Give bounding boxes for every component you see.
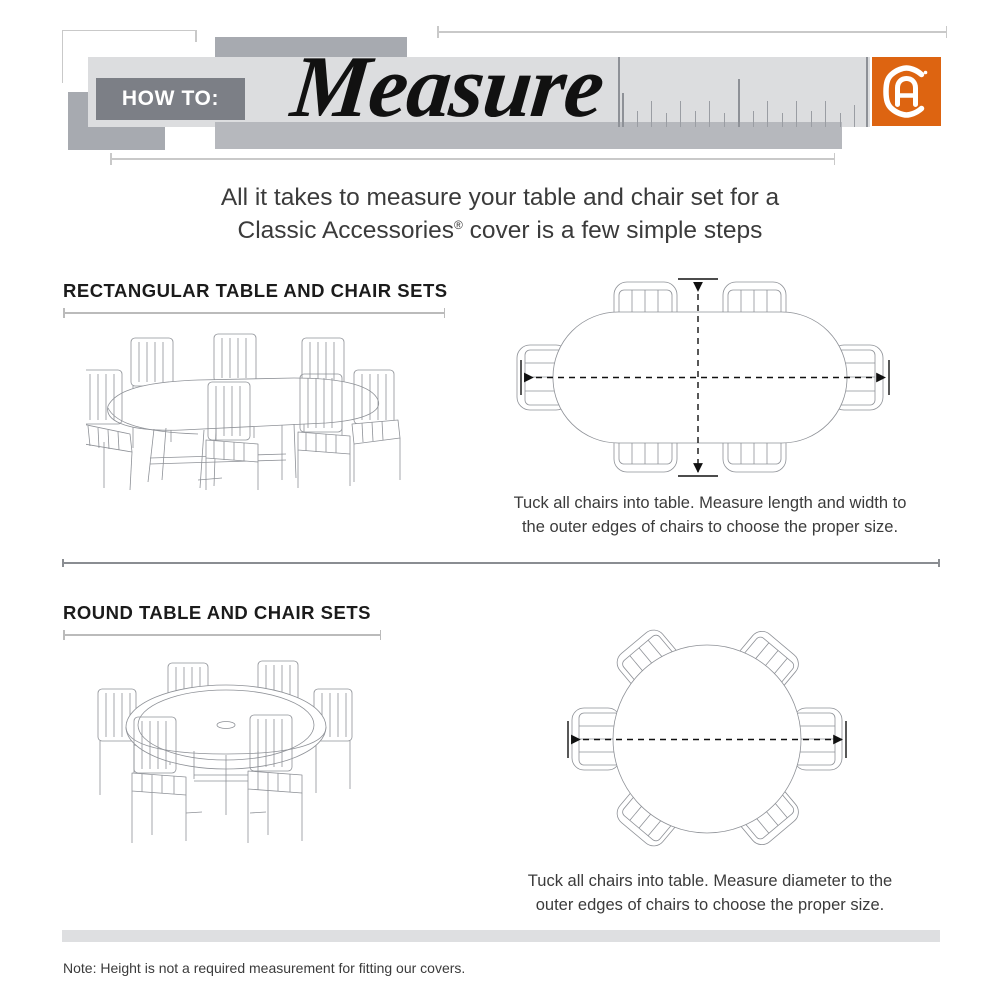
caption-rectangular xyxy=(475,492,945,540)
section-divider xyxy=(62,562,940,564)
round-set-perspective-illustration xyxy=(90,655,360,845)
caption-rectangular-line-2: the outer edges of chairs to choose the proper size. xyxy=(521,517,899,536)
how-to-badge xyxy=(96,78,245,120)
caption-rectangular-line-1: Tuck all chairs into table. Measure length and width to xyxy=(513,494,907,512)
ruler-ticks xyxy=(618,57,870,127)
caption-round-line-1: Tuck all chairs into table. Measure diameter to the xyxy=(527,872,893,890)
header-banner xyxy=(0,0,1000,175)
caption-round xyxy=(475,870,945,918)
page-title: Measure xyxy=(286,39,608,136)
classic-accessories-logo xyxy=(872,57,941,126)
footer-bar xyxy=(62,930,940,942)
brand-name: Classic Accessories xyxy=(237,216,455,244)
oval-table-topview-diagram xyxy=(495,262,915,492)
footer-note: Note: Height is not a required measurement for fitting our covers. xyxy=(63,960,466,976)
subtitle xyxy=(0,182,1000,247)
how-to-label: HOW TO: xyxy=(121,87,220,110)
section-rule-round xyxy=(63,634,381,636)
subtitle-line-2-tail: cover is a few simple steps xyxy=(462,216,763,244)
round-table-topview-diagram xyxy=(552,608,872,868)
rectangular-set-perspective-illustration xyxy=(86,330,406,490)
decorative-measure-line-top xyxy=(437,31,947,33)
subtitle-line-1: All it takes to measure your table and chair set for a xyxy=(220,184,780,211)
registered-mark: ® xyxy=(454,217,463,232)
section-rule-rectangular xyxy=(63,312,445,314)
section-heading-rectangular: RECTANGULAR TABLE AND CHAIR SETS xyxy=(63,280,448,301)
subtitle-line-2 xyxy=(0,215,1000,248)
caption-round-line-2: outer edges of chairs to choose the proper size. xyxy=(535,895,885,914)
decorative-measure-line-bottom xyxy=(110,158,835,160)
decorative-tick-top-left xyxy=(195,30,197,42)
section-heading-round: ROUND TABLE AND CHAIR SETS xyxy=(63,602,371,623)
